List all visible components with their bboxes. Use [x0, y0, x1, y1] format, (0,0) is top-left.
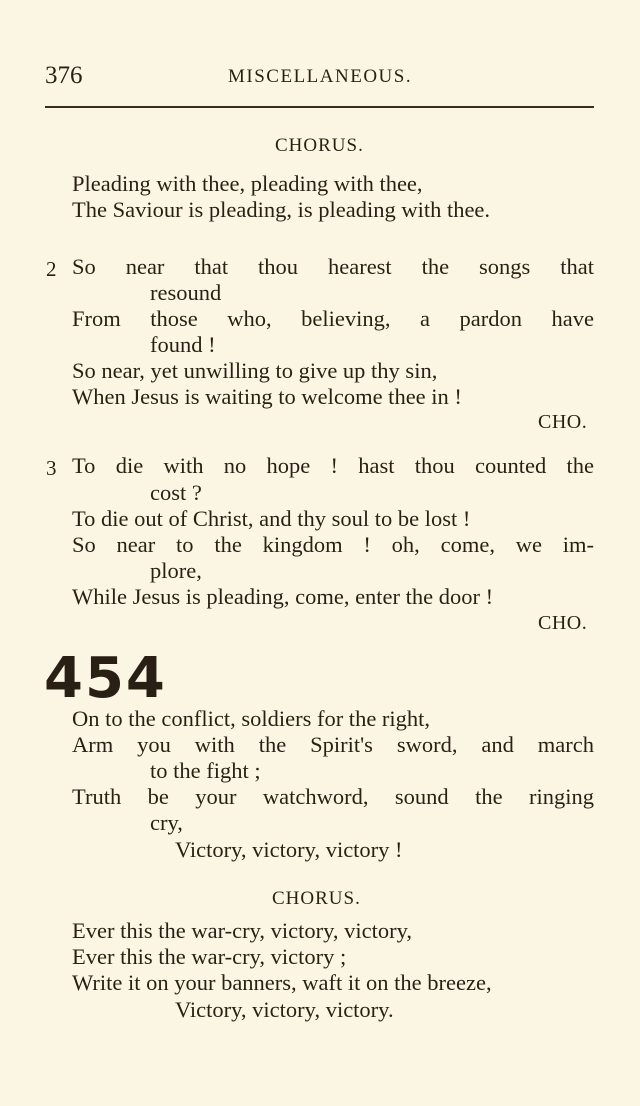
- verse-line: resound: [150, 280, 222, 305]
- verse-line: So near that thou hearest the songs that: [72, 254, 594, 279]
- verse-number: 2: [46, 257, 57, 281]
- cho-marker: CHO.: [538, 612, 588, 634]
- verse-line: cry,: [150, 810, 183, 835]
- cho-marker: CHO.: [538, 411, 588, 433]
- verse-line: Victory, victory, victory !: [175, 837, 403, 862]
- chorus-line: Ever this the war-cry, victory ;: [72, 944, 347, 969]
- verse-line: Truth be your watchword, sound the ringing: [72, 784, 594, 809]
- chorus-line: Victory, victory, victory.: [175, 997, 394, 1022]
- verse-number: 3: [46, 456, 57, 480]
- verse-line: plore,: [150, 558, 202, 583]
- header-rule: [45, 106, 594, 108]
- verse-line: So near to the kingdom ! oh, come, we im-: [72, 532, 594, 557]
- chorus-heading: CHORUS.: [272, 888, 361, 909]
- chorus-line: Ever this the war-cry, victory, victory,: [72, 918, 413, 943]
- verse-line: To die with no hope ! hast thou counted the: [72, 453, 594, 478]
- hymn-number: 454: [44, 646, 167, 711]
- verse-line: When Jesus is waiting to welcome thee in !: [72, 384, 462, 409]
- verse-line: On to the conflict, soldiers for the right,: [72, 706, 431, 731]
- verse-line: cost ?: [150, 480, 202, 505]
- chorus-line: The Saviour is pleading, is pleading with thee.: [72, 197, 491, 222]
- chorus-heading: CHORUS.: [275, 135, 364, 156]
- verse-line: While Jesus is pleading, come, enter the door !: [72, 584, 494, 609]
- running-head: MISCELLANEOUS.: [228, 66, 413, 87]
- verse-line: So near, yet unwilling to give up thy sin,: [72, 358, 438, 383]
- chorus-line: Write it on your banners, waft it on the breeze,: [72, 970, 492, 995]
- verse-line: To die out of Christ, and thy soul to be lost !: [72, 506, 471, 531]
- verse-line: Arm you with the Spirit's sword, and march: [72, 732, 594, 757]
- page-number: 376: [45, 62, 83, 89]
- chorus-line: Pleading with thee, pleading with thee,: [72, 171, 423, 196]
- verse-line: From those who, believing, a pardon have: [72, 306, 594, 331]
- verse-line: found !: [150, 332, 216, 357]
- verse-line: to the fight ;: [150, 758, 261, 783]
